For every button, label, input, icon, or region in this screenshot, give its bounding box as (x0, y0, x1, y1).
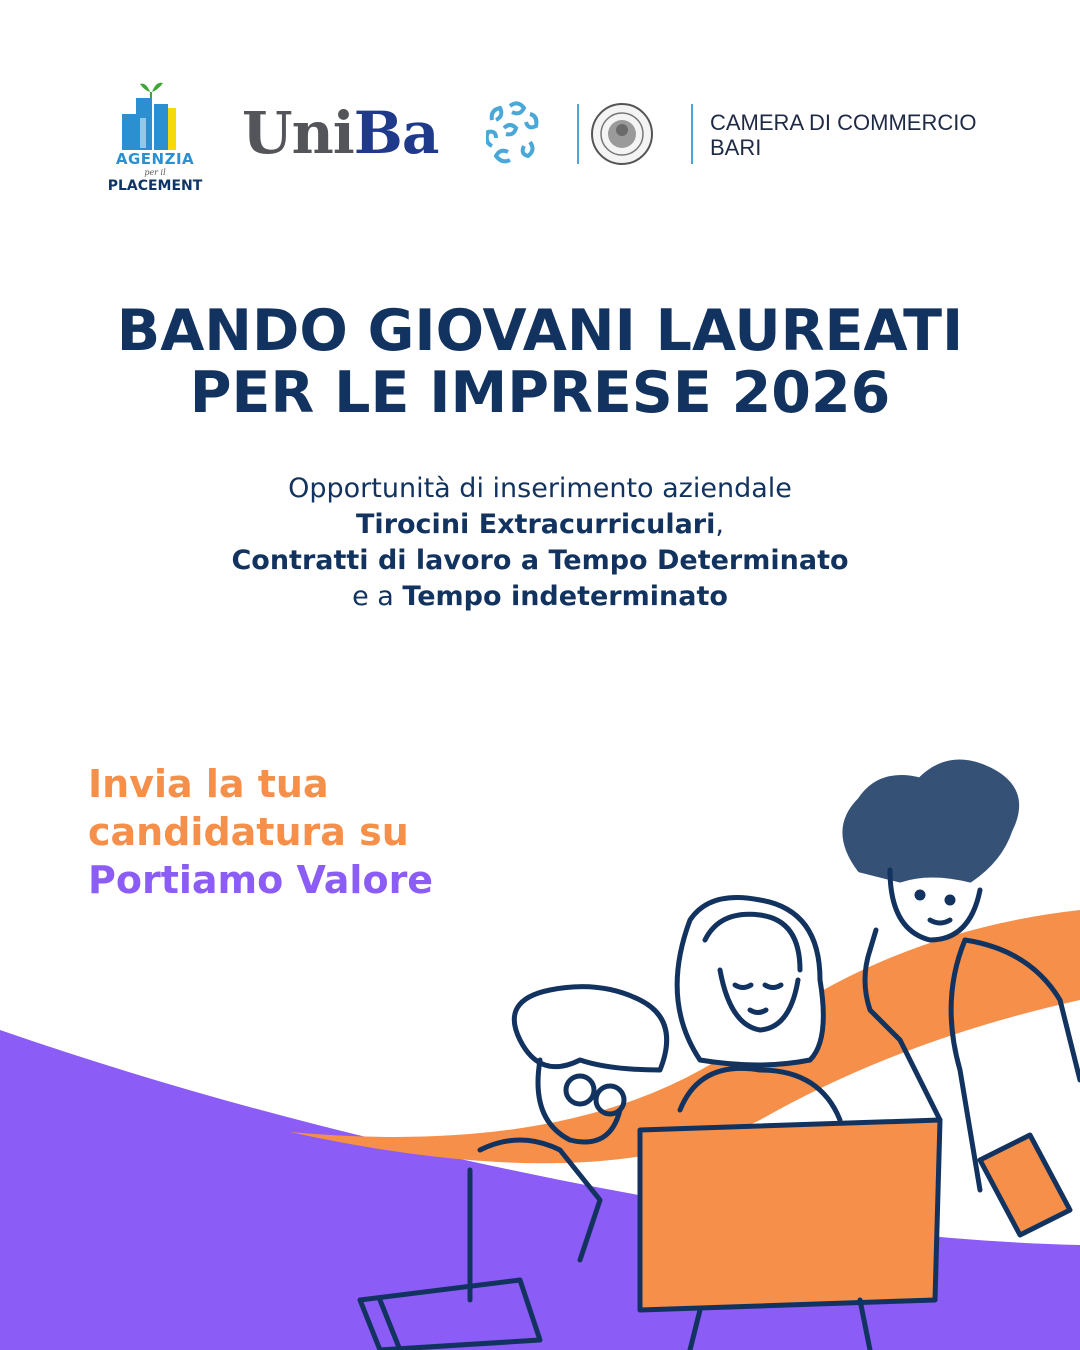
agenzia-per-il: per il (144, 168, 166, 177)
subtitle-line2: Tirocini Extracurriculari, (356, 509, 724, 540)
tempo-indeterminato-label: Tempo indeterminato (402, 581, 728, 612)
cta-line2: candidatura su (88, 810, 409, 854)
agenzia-placement-wordmark: PLACEMENT (107, 178, 203, 194)
camera-commercio-text (710, 110, 976, 160)
chamber-emblem-icon (486, 98, 696, 170)
call-to-action (88, 760, 433, 904)
subtitle (0, 471, 1080, 615)
uniba-logo (242, 98, 438, 168)
title-line1: BANDO GIOVANI LAUREATI (116, 298, 964, 364)
title-line2: PER LE IMPRESE 2026 (189, 360, 891, 426)
agenzia-wordmark: AGENZIA (115, 150, 195, 168)
uniba-ba: Ba (353, 99, 439, 167)
uniba-uni: Uni (242, 99, 354, 167)
agenzia-placement-logo (100, 78, 210, 198)
subtitle-line4: e a Tempo indeterminato (352, 581, 728, 612)
page-title (0, 300, 1080, 424)
cta-line1: Invia la tua (88, 762, 329, 806)
logo-bar (0, 0, 1080, 230)
buildings-icon (100, 78, 210, 153)
portiamo-valore-link: Portiamo Valore (88, 858, 434, 902)
subtitle-line3 (0, 543, 1080, 579)
tempo-determinato-label: Contratti di lavoro a Tempo Determinato (231, 545, 849, 576)
camera-line1: CAMERA DI COMMERCIO (710, 110, 977, 135)
subtitle-line1: Opportunità di inserimento aziendale (288, 473, 792, 504)
camera-commercio-logo (486, 98, 1006, 170)
tirocini-label: Tirocini Extracurriculari (356, 509, 716, 540)
camera-line2: BARI (710, 135, 762, 160)
